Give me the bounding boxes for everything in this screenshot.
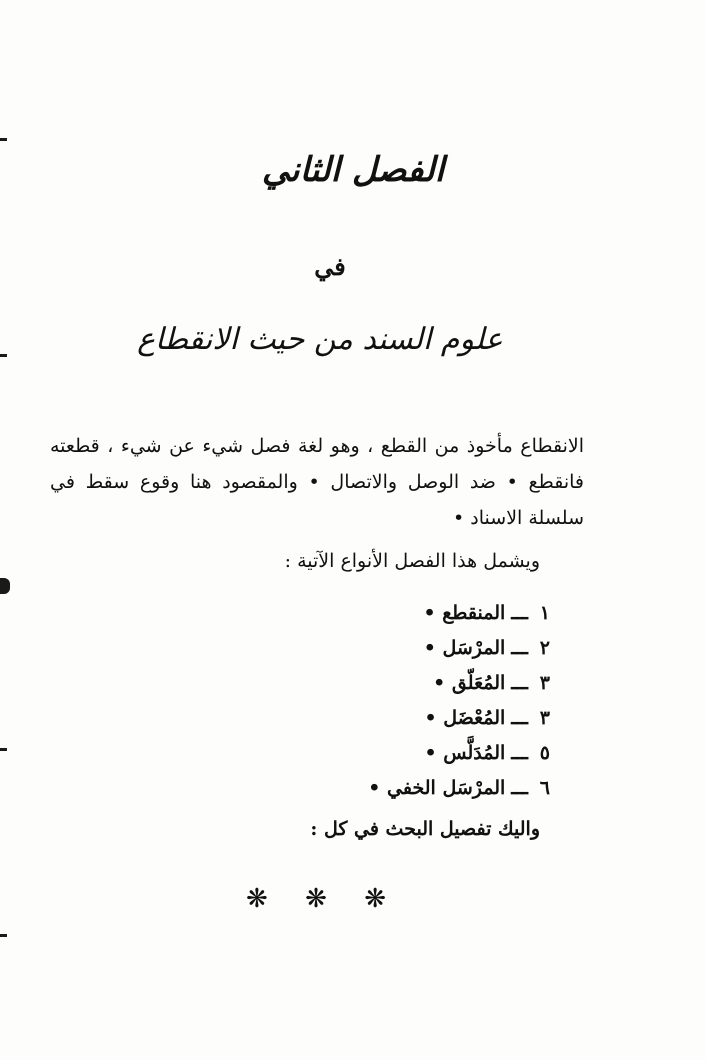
list-item-number: ٥ (539, 742, 550, 764)
list-item-dash: ـــ (511, 602, 528, 624)
list-item (368, 703, 550, 738)
asterisk-ornament-icon: ❋ (364, 884, 386, 914)
margin-mark (0, 138, 7, 141)
list-item-number: ١ (539, 602, 550, 624)
list-item-dash: ـــ (511, 742, 528, 764)
list-item-number: ٣ (539, 672, 550, 694)
definition-paragraph: الانقطاع مأخوذ من القطع ، وهو لغة فصل شيء عن شيء ، قطعته فانقطع • ضد الوصل والاتصال • والمقصود هنا وقوع سقط في سلسلة الاسناد • (50, 435, 584, 529)
closing-line: واليك تفصيل البحث في كل : (310, 818, 540, 840)
chapter-preposition: في (314, 252, 346, 281)
list-item-label: المُعْضَل • (424, 707, 506, 729)
types-list (368, 598, 550, 808)
list-item (368, 738, 550, 773)
asterisk-ornament-icon: ❋ (246, 884, 268, 914)
list-item (368, 598, 550, 633)
list-item-label: المنقطع • (423, 602, 506, 624)
list-item-number: ٢ (539, 637, 550, 659)
list-item-label: المرْسَل الخفي • (368, 777, 506, 799)
asterisk-ornament-icon: ❋ (305, 884, 327, 914)
list-item-dash: ـــ (511, 777, 528, 799)
list-item (368, 668, 550, 703)
margin-ink-blot (0, 578, 10, 594)
list-intro: ويشمل هذا الفصل الأنواع الآتية : (284, 550, 540, 572)
section-ornaments (246, 884, 386, 914)
margin-mark (0, 934, 7, 937)
list-item-number: ٦ (539, 777, 550, 799)
list-item-number: ٣ (539, 707, 550, 729)
list-item-label: المُدَلَّس • (424, 742, 506, 764)
list-item (368, 633, 550, 668)
list-item-dash: ـــ (511, 707, 528, 729)
chapter-title: الفصل الثاني (261, 150, 445, 190)
list-item-dash: ـــ (511, 637, 528, 659)
list-item (368, 773, 550, 808)
list-item-label: المرْسَل • (423, 637, 506, 659)
margin-mark (0, 748, 7, 751)
chapter-subject: علوم السند من حيث الانقطاع (137, 322, 503, 357)
list-item-label: المُعَلّق • (433, 672, 506, 694)
list-item-dash: ـــ (511, 672, 528, 694)
